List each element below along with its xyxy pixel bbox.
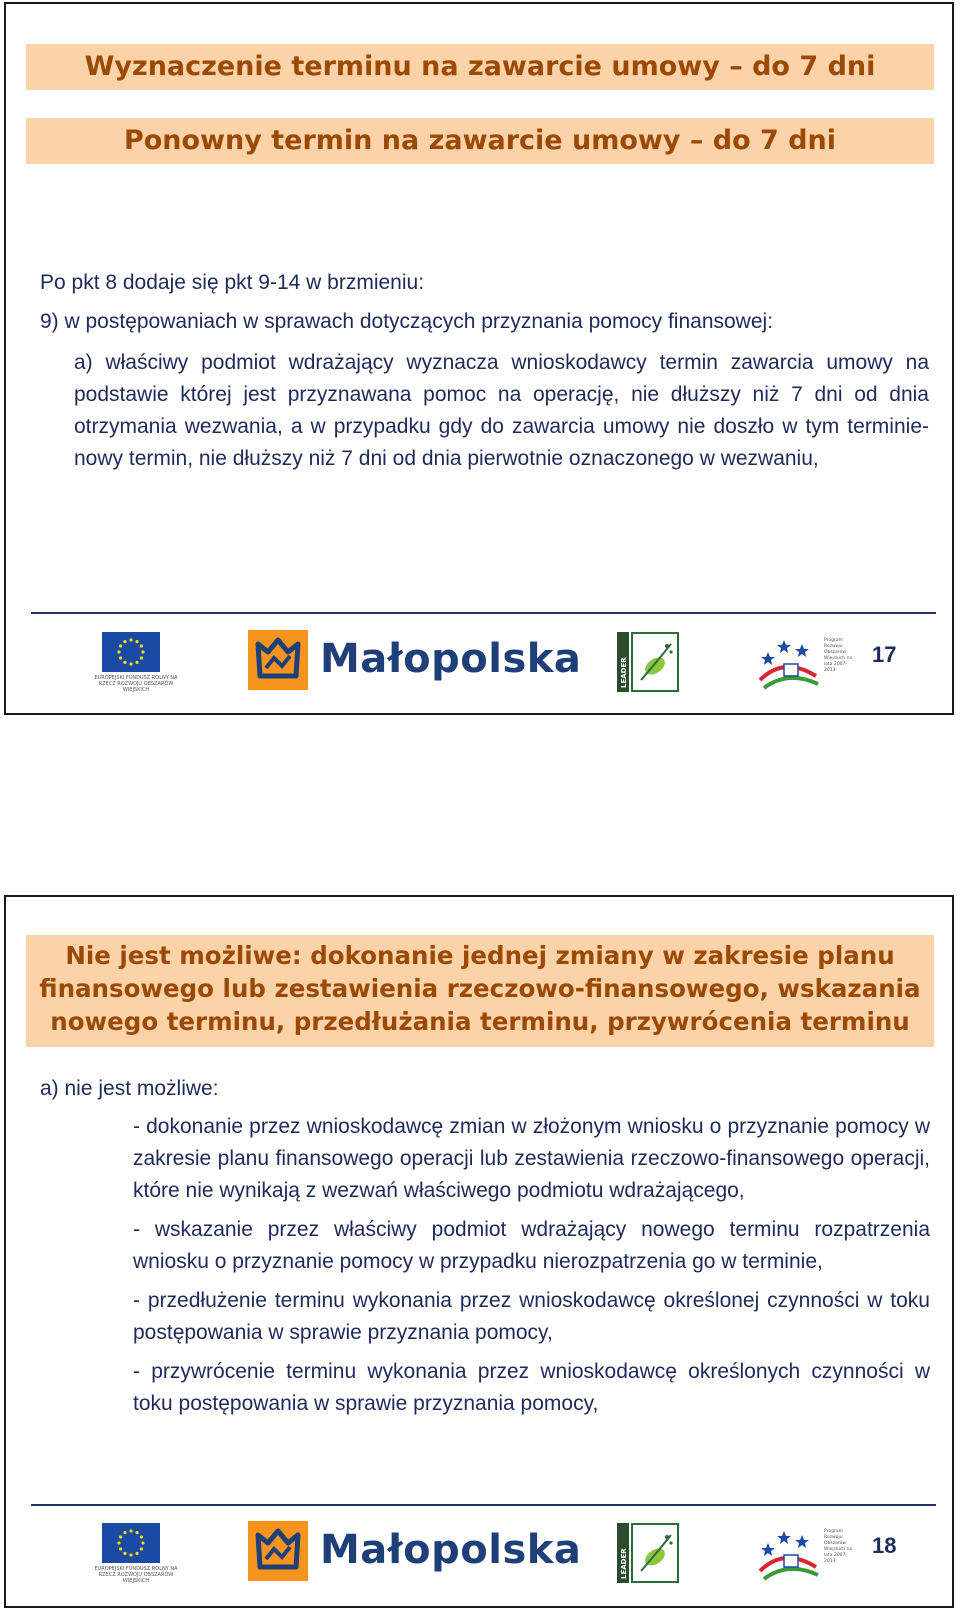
- prow-stars-icon: [754, 1521, 824, 1585]
- malopolska-wordmark: Małopolska: [320, 1527, 582, 1573]
- prow-logo: [754, 630, 854, 694]
- malopolska-logo: [248, 630, 582, 692]
- prow-stars-icon: [754, 630, 824, 694]
- slide-title-2: Ponowny termin na zawarcie umowy – do 7 dni: [26, 118, 934, 164]
- bullet-list: [133, 1111, 930, 1427]
- eu-logo: [94, 632, 178, 696]
- slide-title-1: Wyznaczenie terminu na zawarcie umowy – do 7 dni: [26, 44, 934, 90]
- footer-divider: [31, 612, 936, 614]
- prow-caption: Program Rozwoju Obszarów Wiejskich na lata 2007-2013: [824, 638, 853, 673]
- malopolska-crest-icon: [248, 1521, 308, 1581]
- eu-caption: EUROPEJSKI FUNDUSZ ROLNY NA RZECZ ROZWOJU OBSZARÓW WIEJSKICH: [94, 675, 178, 693]
- prow-logo: [754, 1521, 854, 1585]
- eu-caption: EUROPEJSKI FUNDUSZ ROLNY NA RZECZ ROZWOJU OBSZARÓW WIEJSKICH: [94, 1566, 178, 1584]
- leader-logo: [617, 632, 679, 692]
- leader-label: LEADER: [620, 657, 628, 688]
- page-number: 17: [872, 642, 897, 667]
- intro-text: Po pkt 8 dodaje się pkt 9-14 w brzmieniu:: [40, 271, 425, 294]
- list-item: - przywrócenie terminu wykonania przez wnioskodawcę określonych czynności w toku postępowania w sprawie przyznania pomocy,: [133, 1360, 930, 1415]
- point-a-text: a) właściwy podmiot wdrażający wyznacza wnioskodawcy termin zawarcia umowy na podstawie której jest przyznawana pomoc na operację, nie dłuższy niż 7 dni od dnia otrzymania wezwania, a w przypadku gdy do zawarcia umowy nie doszło w tym terminie- nowy termin, nie dłuższy niż 7 dni od dnia pierwotnie oznaczonego w wezwaniu,: [74, 351, 929, 470]
- eu-flag-icon: [102, 632, 160, 672]
- leader-leaf-icon: [631, 1523, 679, 1583]
- list-item: - przedłużenie terminu wykonania przez wnioskodawcę określonej czynności w toku postępowania w sprawie przyznania pomocy,: [133, 1289, 930, 1344]
- leader-leaf-icon: [631, 632, 679, 692]
- footer-divider: [31, 1504, 936, 1506]
- slide-17: [4, 2, 954, 715]
- leader-bar: [617, 1523, 629, 1583]
- page-number: 18: [872, 1533, 897, 1558]
- slide-18: [4, 895, 954, 1608]
- eu-flag-icon: [102, 1523, 160, 1563]
- malopolska-crest-icon: [248, 630, 308, 690]
- section-header: a) nie jest możliwe:: [40, 1077, 219, 1100]
- prow-caption: Program Rozwoju Obszarów Wiejskich na lata 2007-2013: [824, 1529, 853, 1564]
- leader-label: LEADER: [620, 1548, 628, 1579]
- slide-title: Nie jest możliwe: dokonanie jednej zmiany w zakresie planu finansowego lub zestawienia rzeczowo-finansowego, wskazania nowego terminu, przedłużania terminu, przywrócenia terminu: [26, 935, 934, 1047]
- malopolska-logo: [248, 1521, 582, 1583]
- leader-bar: [617, 632, 629, 692]
- logo-footer: [6, 1515, 952, 1605]
- list-item: - wskazanie przez właściwy podmiot wdrażający nowego terminu rozpatrzenia wniosku o przyznanie pomocy w przypadku nierozpatrzenia go w terminie,: [133, 1218, 930, 1273]
- leader-logo: [617, 1523, 679, 1583]
- point-9-text: 9) w postępowaniach w sprawach dotyczących przyznania pomocy finansowej:: [40, 310, 774, 333]
- logo-footer: [6, 624, 952, 714]
- eu-logo: [94, 1523, 178, 1587]
- list-item: - dokonanie przez wnioskodawcę zmian w złożonym wniosku o przyznanie pomocy w zakresie planu finansowego operacji lub zestawienia rzeczowo-finansowego operacji, które nie wynikają z wezwań właściwego podmiotu wdrażającego,: [133, 1115, 930, 1202]
- malopolska-wordmark: Małopolska: [320, 636, 582, 682]
